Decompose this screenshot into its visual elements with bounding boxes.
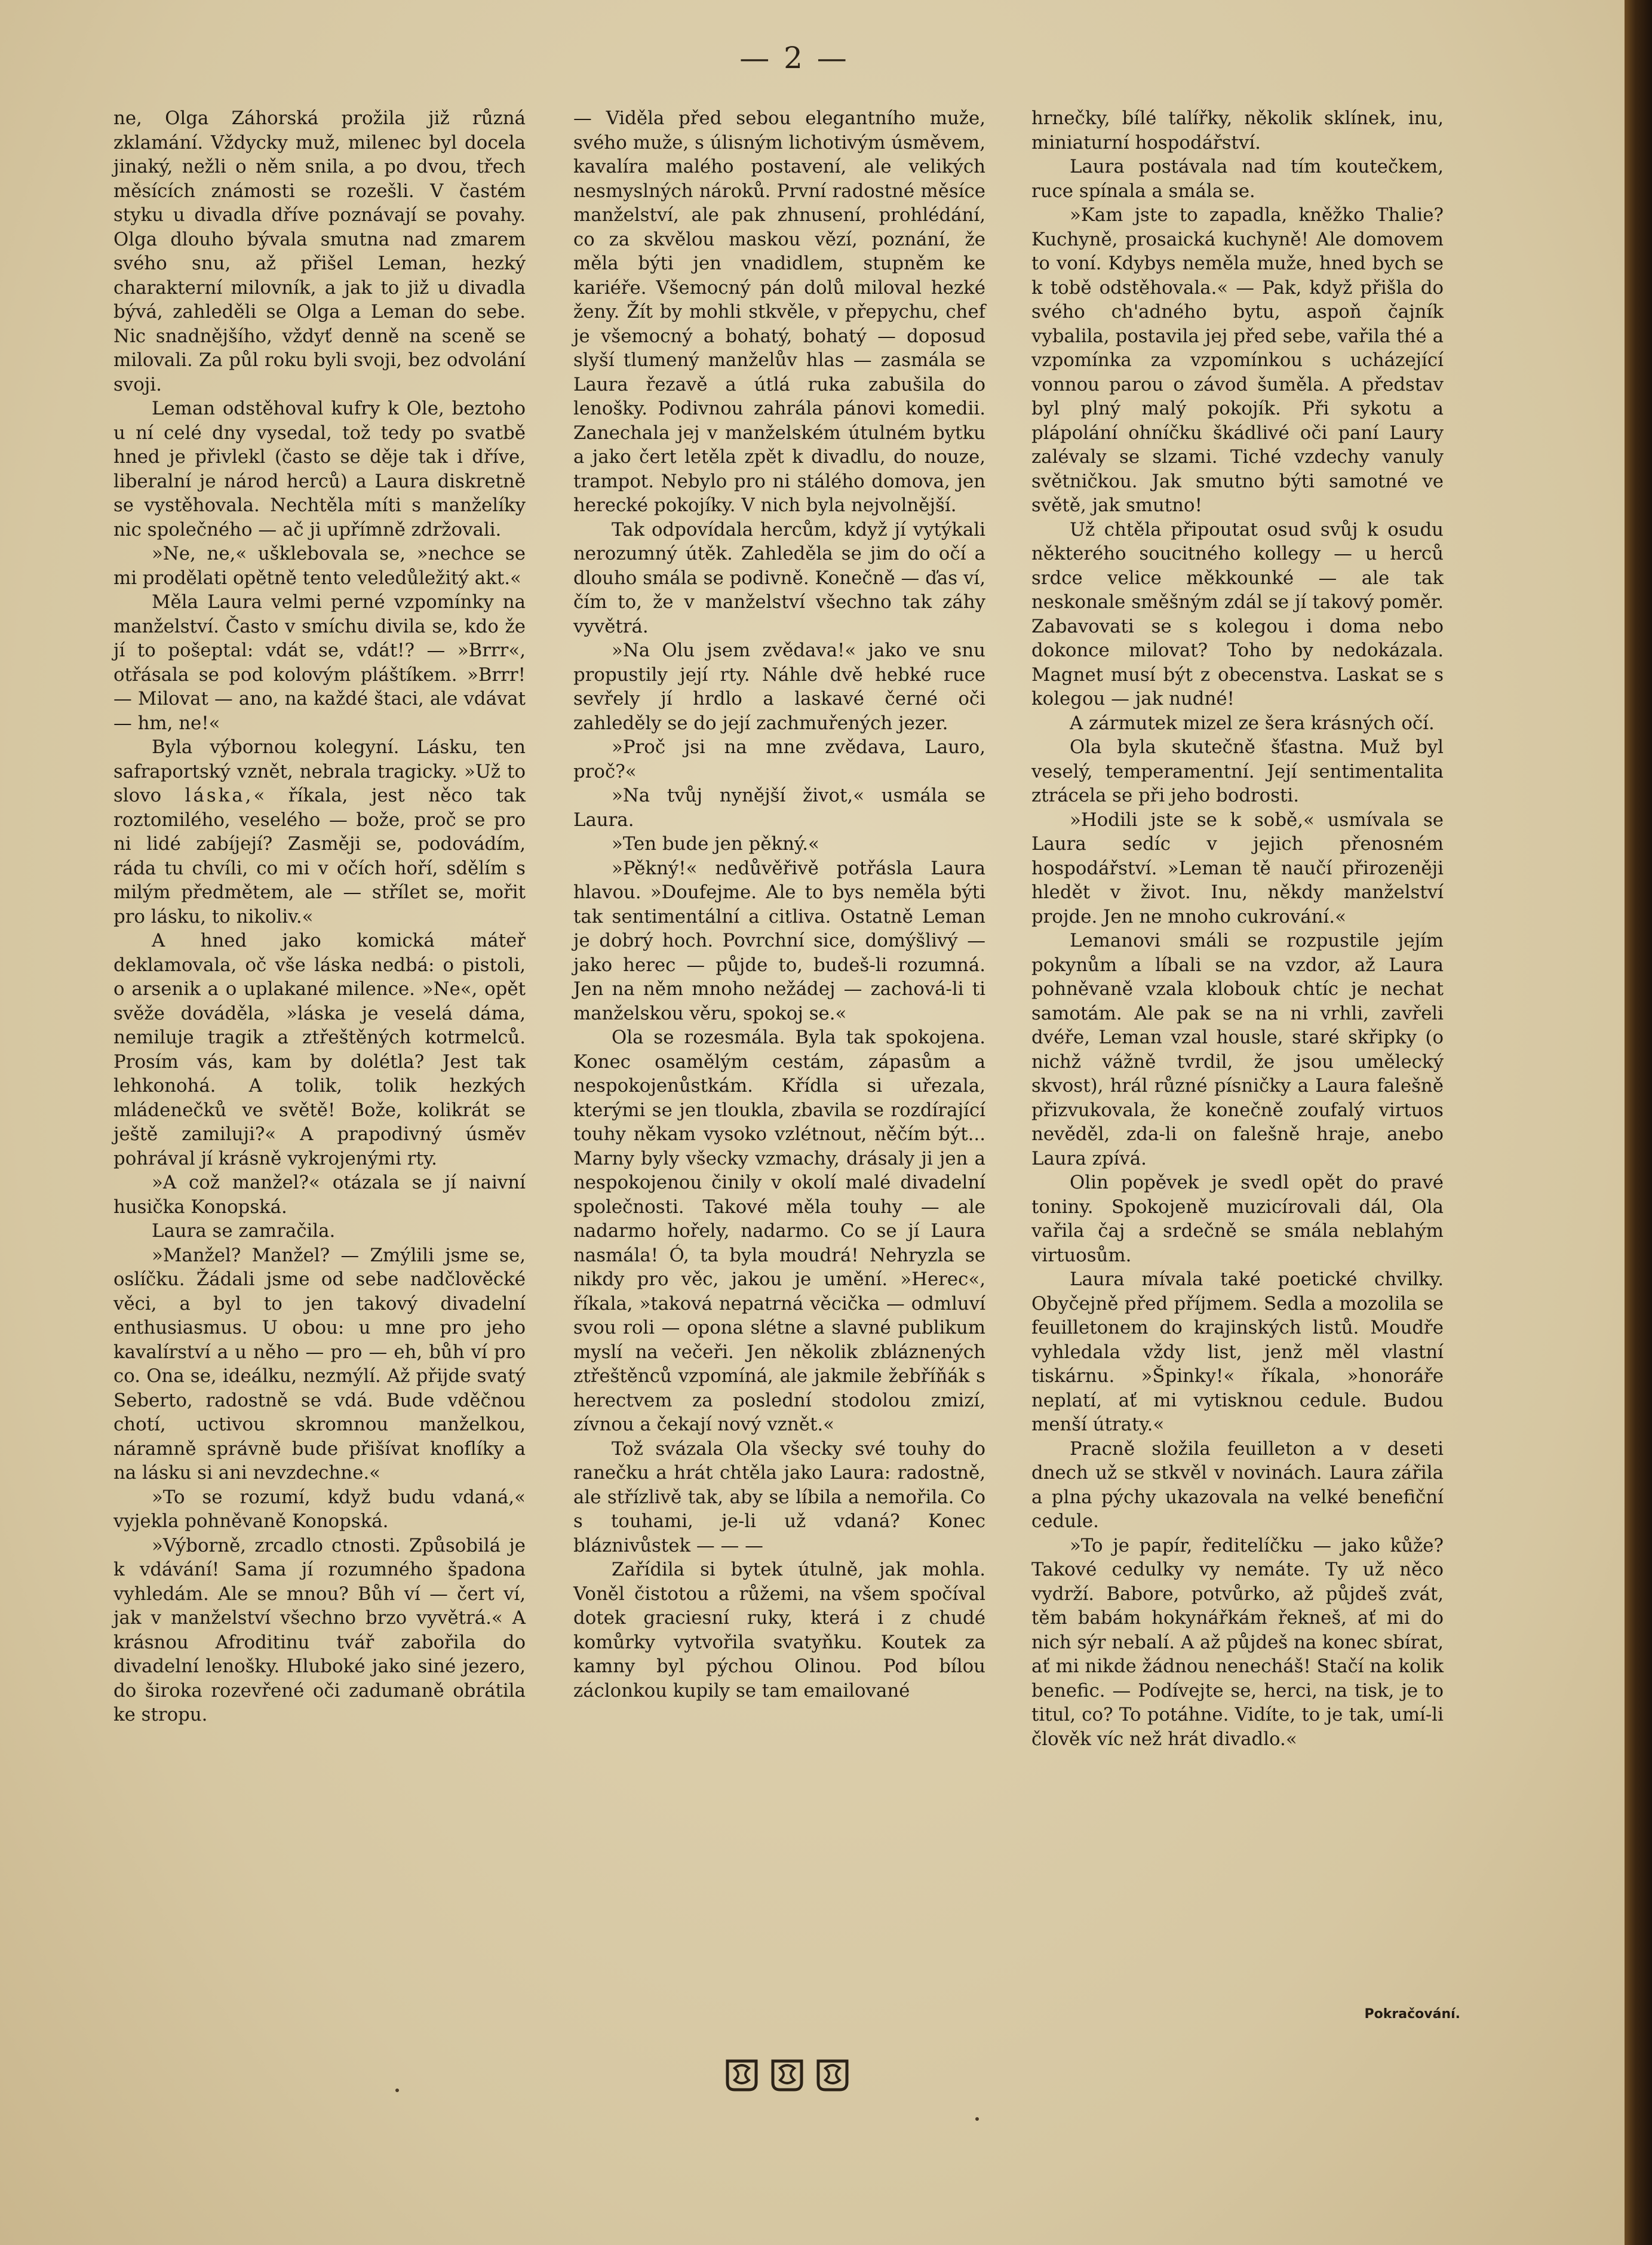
paragraph: »Na Olu jsem zvědava!« jako ve snu propustily její rty. Náhle dvě hebké ruce sevřely jí hrdlo a laskavé černé oči zahleděly se do její zachmuřených jezer.	[573, 640, 985, 734]
paragraph: Ola byla skutečně šťastna. Muž byl veselý, temperamentní. Její sentimentalita ztrácela se při jeho bodrosti.	[1031, 736, 1444, 806]
paragraph: »Ten bude jen pěkný.«	[612, 833, 819, 855]
paragraph: »Ne, ne,« ušklebovala se, »nechce se mi prodělati opětně tento veledůležitý akt.«	[113, 543, 526, 589]
paragraph: Ola se rozesmála. Byla tak spokojena. Konec osamělým cestám, zápasům a nespokojenůstkám. Křídla si uřezala, kterými se jen tloukla, zbavila se rozdírající touhy někam vysoko vzlétnout, něčím být... Marny byly všecky vzmachy, drásaly ji jen a nespokojenou činily v okolí malé divadelní společnosti. Takové měla touhy — ale nadarmo hořely, nadarmo. Co se jí Laura nasmála! Ó, ta byla moudrá! Nehryzla se nikdy pro věc, jakou je umění. »Herec«, říkala, »taková nepatrná věcička — odmluví svou roli — opona slétne a slavné publikum myslí na večeři. Jen několik zbláznených ztřeštěnců vzpomíná, ale jakmile žebříňák s herectvem za poslední stodolou zmizí, zívnou a čekají nový vznět.«	[573, 1027, 985, 1435]
text-run: « říkala, jest něco tak roztomilého, veselého — bože, proč se pro ni lidé zabíjejí? Zasměji se, podovádím, ráda tu chvíli, co mi v očích hoří, sdělím s milým předmětem, ale — střílet se, mořit pro lásku, to nikoliv.«	[113, 785, 526, 928]
paragraph: »To je papír, ředitelíčku — jako kůže? Takové cedulky vy nemáte. Ty už něco vydrží. Babore, potvůrko, až půjdeš zvát, těm babám hokynářkám řekneš, ať mi do nich sýr nebalí. A až půjdeš na konec sbírat, ať mi nikde žádnou nenecháš! Stačí na kolik benefic. — Podívejte se, herci, na tisk, je to titul, co? To potáhne. Vidíte, to je tak, umí-li člověk víc než hrát divadlo.«	[1031, 1534, 1444, 1750]
paragraph: Měla Laura velmi perné vzpomínky na manželství. Často v smíchu divila se, kdo že jí to pošeptal: vdát se, vdát!? — »Brrr«, otřásala se pod kolovým pláštíkem. »Brrr! — Milovat — ano, na každé štaci, ale vdávat — hm, ne!«	[113, 591, 526, 734]
paragraph: Leman odstěhoval kufry k Ole, beztoho u ní celé dny vysedal, tož tedy po svatbě hned je přivlekl (často se děje tak i dříve, liberalní je národ herců) a Laura diskretně se vystěhovala. Nechtěla míti s manželíky nic společného — ač ji upřímně zdržovali.	[113, 398, 526, 540]
paragraph: »Výborně, zrcadlo ctnosti. Způsobilá je k vdávání! Sama jí rozumného špadona vyhledám. Ale se mnou? Bůh ví — čert ví, jak v manželství všechno brzo vyvětrá.« A krásnou Afroditinu tvář zabořila do divadelní lenošky. Hluboké jako siné jezero, do široka rozevřené oči zadumaně obrátila ke stropu.	[113, 1534, 526, 1725]
paragraph: Pracně složila feuilleton a v deseti dnech už se stkvěl v novinách. Laura zářila a plna pýchy ukazovala na velké benefiční cedule.	[1031, 1438, 1444, 1532]
paragraph: Laura se zamračila.	[152, 1220, 336, 1242]
paragraph: Zařídila si bytek útulně, jak mohla. Voněl čistotou a růžemi, na všem spočíval dotek graciesní ruky, která i z chudé komůrky vytvořila svatyňku. Koutek za kamny byl pýchou Olinou. Pod bílou záclonkou kupily se tam emailované	[573, 1559, 985, 1702]
ornament-icon	[723, 2056, 866, 2094]
paragraph: »Kam jste to zapadla, kněžko Thalie? Kuchyně, prosaická kuchyně! Ale domovem to voní. Kdybys neměla muže, hned bych se k tobě odstěhovala.« — Pak, když přišla do svého ch'adného bytu, aspoň čajník vybalila, postavila jej před sebe, vařila thé a vzpomínka za vzpomínkou s ucházející vonnou parou o závod šuměla. A představ byl plný malý pokojík. Při sykotu a plápolání ohníčku škádlivé oči paní Laury zalévaly se slzami. Tiché vzdechy vanuly světničkou. Jak smutno býti samotné ve světě, jak smutno!	[1031, 204, 1444, 516]
paragraph: ne, Olga Záhorská prožila již různá zklamání. Vždycky muž, milenec byl docela jinaký, nežli o něm snila, a po dvou, třech měsících známosti se rozešli. V častém styku u divadla dříve poznávají se povahy. Olga dlouho bývala smutna nad zmarem svého snu, až přišel Leman, hezký charakterní milovník, a jak to již u divadla bývá, zahleděli se Olga a Leman do sebe. Nic snadnějšího, vždyť denně na sceně se milovali. Za půl roku byli svoji, bez odvolání svoji.	[113, 108, 526, 395]
column-2	[573, 106, 985, 1703]
paragraph: »Manžel? Manžel? — Zmýlili jsme se, oslíčku. Žádali jsme od sebe nadčlověcké věci, a byl to jen takový divadelní enthusiasmus. U obou: u mne pro jeho kavalírství a u něho — pro — eh, bůh ví pro co. Ona se, ideálku, nezmýlí. Až přijde svatý Seberto, radostně se vdá. Bude vděčnou chotí, uctivou skromnou manželkou, náramně správně bude přišívat knoflíky a na lásku si ani nevzdechne.«	[113, 1244, 526, 1484]
paragraph: Laura postávala nad tím koutečkem, ruce spínala a smála se.	[1031, 156, 1444, 202]
ornament-glyph-icon	[768, 2056, 806, 2094]
paragraph: »A což manžel?« otázala se jí naivní husička Konopská.	[113, 1172, 526, 1218]
ornament-glyph-icon	[723, 2056, 761, 2094]
paragraph: A zármutek mizel ze šera krásných očí.	[1070, 712, 1435, 734]
continued-note: Pokračování.	[1364, 2007, 1460, 2022]
paragraph: Laura mívala také poetické chvilky. Obyčejně před příjmem. Sedla a mozolila se feuilletonem do krajinských listů. Moudře vyhledala vždy list, jenž měl vlastní tiskárnu. »Špinky!« říkala, »honoráře neplatí, ať mi vytisknou cedule. Budou menší útraty.«	[1031, 1269, 1444, 1435]
paragraph: Tak odpovídala hercům, když jí vytýkali nerozumný útěk. Zahleděla se jim do očí a dlouho smála se podivně. Konečně — ďas ví, čím to, že v manželství všechno tak záhy vyvětrá.	[573, 518, 985, 637]
paragraph: Lemanovi smáli se rozpustile jejím pokynům a líbali se na vzdor, až Laura pohněvaně vzala klobouk chtíc je nechat samotám. Ale pak se na ni vrhli, zavřeli dvéře, Leman vzal housle, staré skřipky (o nichž vážně tvrdil, že jsou umělecký skvost), hrál různé písničky a Laura falešně přizvukovala, že konečně zoufalý virtuos nevěděl, zda-li on falešně hraje, anebo Laura zpívá.	[1031, 930, 1444, 1169]
paragraph: Olin popěvek je svedl opět do pravé toniny. Spokojeně muzicírovali dál, Ola vařila čaj a srdečně se smála neblahým virtuosům.	[1031, 1172, 1444, 1266]
paragraph: Už chtěla připoutat osud svůj k osudu některého soucitného kollegy — u herců srdce velice měkkounké — ale tak neskonale směšným zdál se jí takový poměr. Zabavovati se s kolegou i doma nebo dokonce milovat? Toho by nedokázala. Magnet musí být z obecenstva. Laskat se s kolegou — jak nudné!	[1031, 518, 1444, 710]
paragraph	[113, 735, 526, 929]
ink-speck	[975, 2117, 979, 2121]
column-1	[113, 106, 526, 1727]
paragraph: — Viděla před sebou elegantního muže, svého muže, s úlisným lichotivým úsměvem, kavalíra malého postavení, ale velikých nesmyslných nároků. První radostné měsíce manželství, ale pak zhnusení, prohlédání, co za skvělou maskou vězí, poznání, že měla býti jen vnadidlem, stupněm ke kariéře. Všemocný pán dolů miloval hezké ženy. Žít by mohli stkvěle, v přepychu, chef je všemocný a bohatý, bohatý — doposud slyší tlumený manželův hlas — zasmála se Laura řezavě a útlá ruka zabušila do lenošky. Podivnou zahrála pánovi komedii. Zanechala jej v manželském útulném bytku a jako čert letěla zpět k divadlu, do nouze, trampot. Nebylo pro ni stálého domova, jen herecké pokojíky. V nich byla nejvolnější.	[573, 108, 985, 516]
ornament-glyph-icon	[813, 2056, 852, 2094]
paragraph: hrnečky, bílé talířky, několik sklínek, inu, miniaturní hospodářství.	[1031, 108, 1444, 153]
paragraph: »Hodili jste se k sobě,« usmívala se Laura sedíc v jejich přenosném hospodářství. »Leman tě naučí přirozeněji hledět v život. Inu, někdy manželství projde. Jen ne mnoho cukrování.«	[1031, 809, 1444, 928]
paragraph: »Pěkný!« nedůvěřivě potřásla Laura hlavou. »Doufejme. Ale to bys neměla býti tak sentimentální a citliva. Ostatně Leman je dobrý hoch. Povrchní sice, domýšlivý — jako herec — půjde to, budeš-li rozumná. Jen na něm mnoho nežádej — zachová-li ti manželskou věru, spokoj se.«	[573, 857, 985, 1024]
paragraph: »Na tvůj nynější život,« usmála se Laura.	[573, 785, 985, 831]
book-binding-edge	[1625, 0, 1652, 2245]
column-3	[1031, 106, 1444, 1751]
paragraph: Tož svázala Ola všecky své touhy do ranečku a hrát chtěla jako Laura: radostně, ale střízlivě tak, aby se líbila a nemořila. Co s touhami, je-li už vdaná? Konec bláznivůstek — — —	[573, 1438, 985, 1556]
page-number: — 2 —	[739, 41, 849, 75]
paragraph: A hned jako komická máteř deklamovala, oč vše láska nedbá: o pistoli, o arsenik a o uplakané milence. »Ne«, opět svěže dováděla, »láska je veselá dáma, nemiluje tragik a ztřeštěných kotrmelců. Prosím vás, kam by dolétla? Jest tak lehkonohá. A tolik, tolik hezkých mládenečků ve světě! Bože, kolikrát se ještě zamiluji?« A prapodivný úsměv pohrával jí krásně vykrojenými rty.	[113, 930, 526, 1169]
ink-speck	[395, 2089, 399, 2092]
spaced-word: láska,	[185, 785, 254, 806]
text-run: Byla výbornou kolegyní. Lásku, ten safraportský vznět, nebrala tragicky. »Už to slovo	[113, 736, 526, 806]
paragraph: »Proč jsi na mne zvědava, Lauro, proč?«	[573, 736, 985, 782]
paragraph: »To se rozumí, když budu vdaná,« vyjekla pohněvaně Konopská.	[113, 1486, 526, 1532]
